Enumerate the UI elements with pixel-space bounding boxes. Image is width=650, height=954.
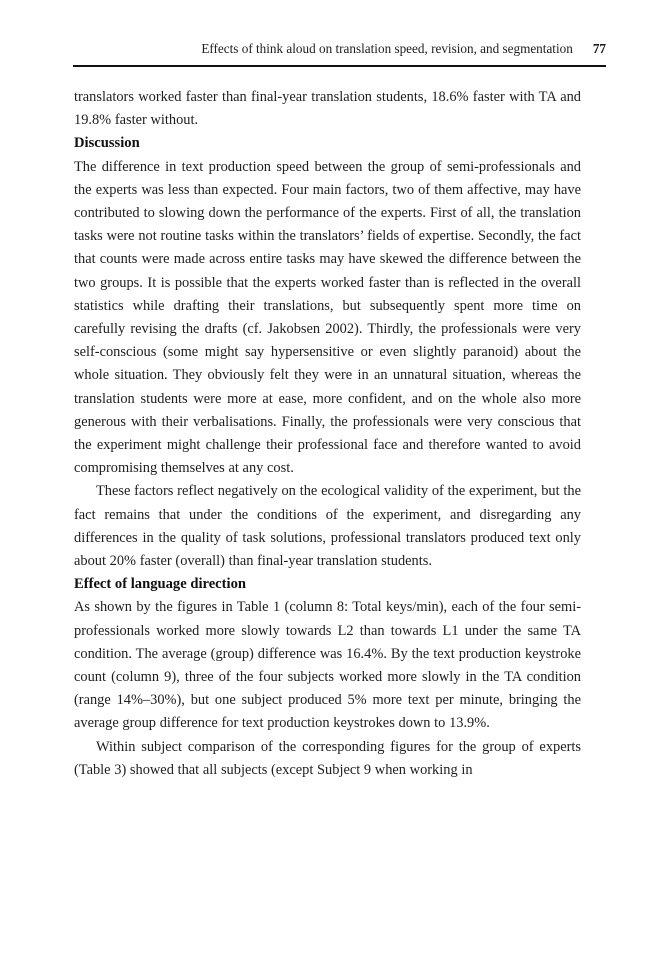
language-direction-paragraph-1: As shown by the figures in Table 1 (column 8: Total keys/min), each of the four semi-professionals worked more slowly towards L2 than towards L1 under the same TA condition. The average (group) difference was 16.4%. By the text production keystroke count (column 9), three of the four subjects worked more slowly in the TA condition (range 14%–30%), but one subject produced 5% more text per minute, bringing the average group difference for text production keystrokes down to 13.9%. — [74, 599, 581, 732]
running-header — [74, 40, 606, 62]
running-header-title: Effects of think aloud on translation speed, revision, and segmentation — [201, 41, 573, 56]
section-heading-effect-of-language-direction: Effect of language direction — [74, 576, 246, 593]
page-body-column — [74, 86, 581, 782]
paragraph-continued-from-previous-page: translators worked faster than final-year translation students, 18.6% faster with TA and 19.8% faster without. — [74, 89, 581, 129]
section-heading-discussion: Discussion — [74, 135, 140, 152]
page-number: 77 — [592, 41, 606, 56]
discussion-paragraph-2: These factors reflect negatively on the ecological validity of the experiment, but the fact remains that under the conditions of the experiment, and disregarding any differences in the quality of task solutions, professional translators produced text only about 20% faster (overall) than final-year translation students. — [74, 483, 581, 570]
discussion-paragraph-1: The difference in text production speed between the group of semi-professionals and the experts was less than expected. Four main factors, two of them affective, may have contributed to slowing down the performance of the experts. First of all, the translation tasks were not routine tasks within the translators’ fields of expertise. Secondly, the fact that counts were made across entire tasks may have skewed the difference between the two groups. It is possible that the experts worked faster than is reflected in the overall statistics while drafting their translations, but subsequently spent more time on carefully revising the drafts (cf. Jakobsen 2002). Thirdly, the professionals were very self-conscious (some might say hypersensitive or even slightly paranoid) about the whole situation. They obviously felt they were in an unnatural situation, whereas the translation students were more at ease, more confident, and on the whole also more generous with their verbalisations. Finally, the professionals were very conscious that the experiment might challenge their professional face and therefore wanted to avoid compromising themselves at any cost. — [74, 158, 581, 477]
header-rule-divider — [73, 65, 606, 67]
language-direction-paragraph-2: Within subject comparison of the corresponding figures for the group of experts (Table 3) showed that all subjects (except Subject 9 when working in — [74, 738, 581, 778]
